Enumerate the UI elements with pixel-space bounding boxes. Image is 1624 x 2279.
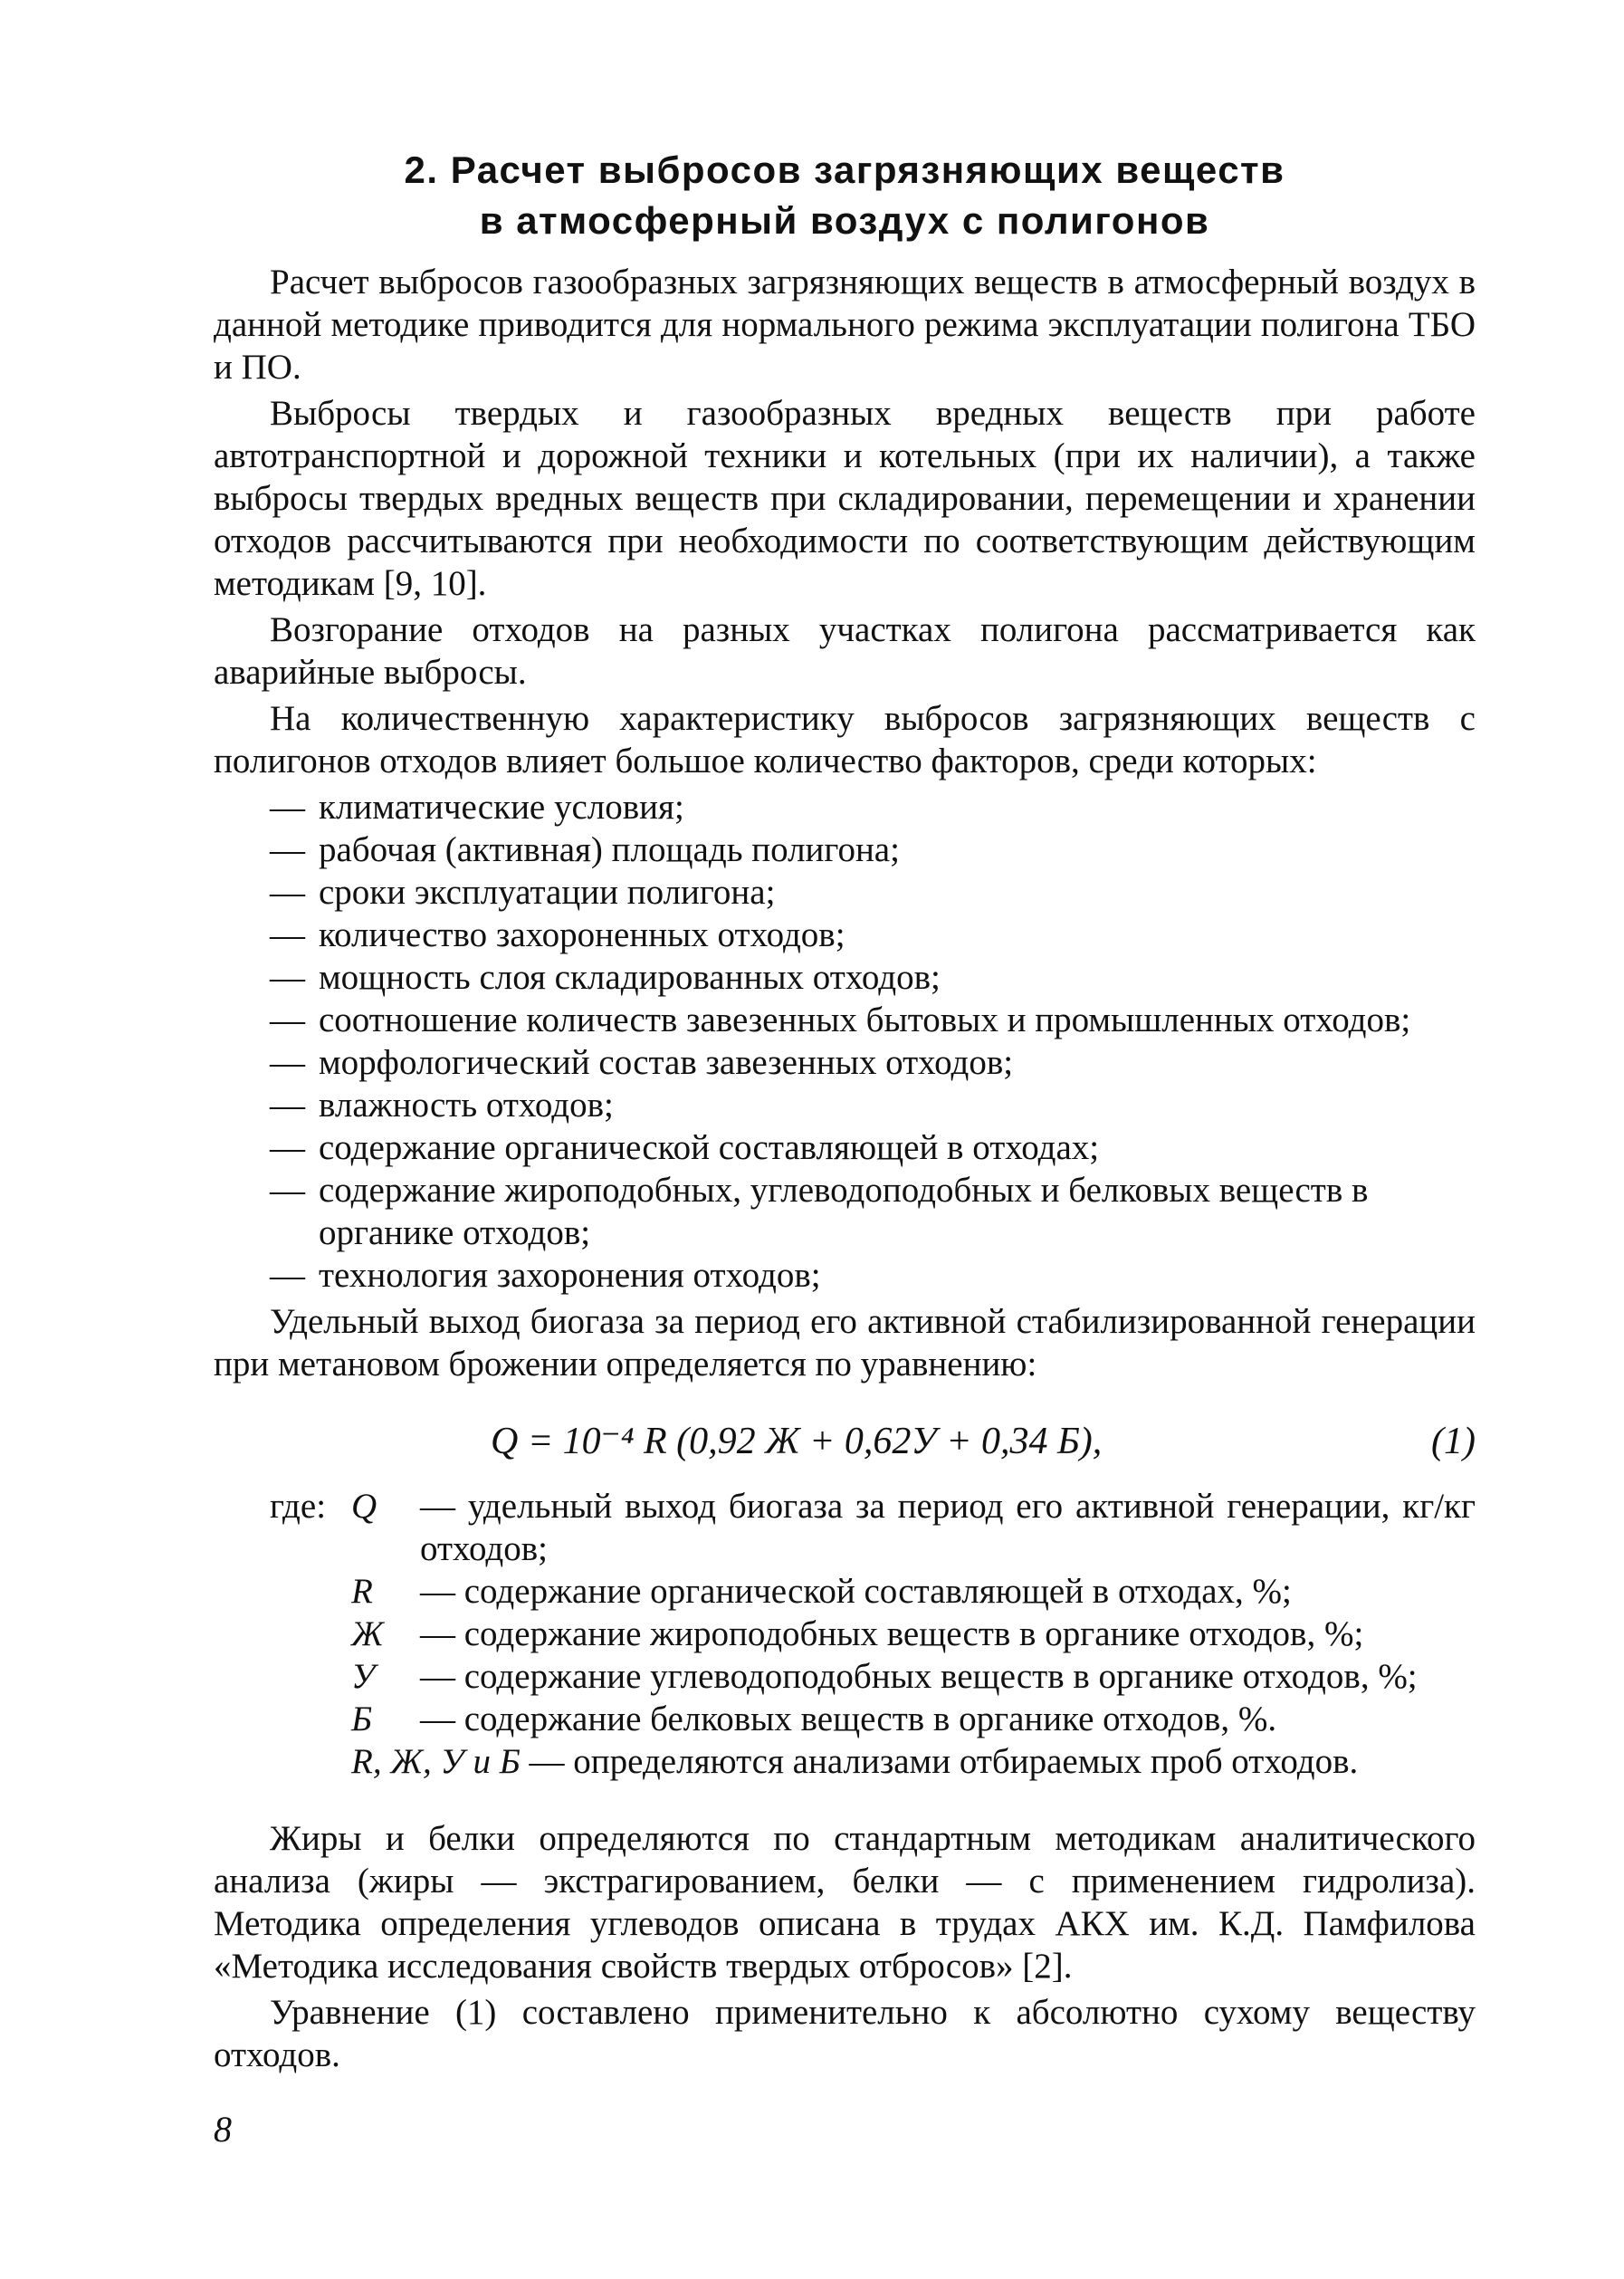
list-dash: — xyxy=(270,1256,305,1295)
list-dash: — xyxy=(270,1128,305,1167)
section-title xyxy=(214,145,1476,246)
list-item-text: сроки эксплуатации полигона; xyxy=(319,873,776,912)
list-dash: — xyxy=(270,830,305,869)
list-item-text: мощность слоя складированных отходов; xyxy=(319,958,941,997)
list-item xyxy=(214,1254,1476,1297)
legend-symbol: У xyxy=(351,1657,376,1696)
legend-where-label: где: xyxy=(270,1487,327,1526)
paragraph: Удельный выход биогаза за период его активной стабилизированной генерации при метановом брожении определяется по уравнению: xyxy=(214,1302,1476,1384)
paragraph: Жиры и белки определяются по стандартным методикам аналитического анализа (жиры — экстрагированием, белки — с применением гидролиза). Методика определения углеводов описана в трудах АКХ им. К.Д. Памфилова «Методика исследования свойств твердых отбросов» [2]. xyxy=(214,1819,1476,1986)
paragraph: На количественную характеристику выбросов загрязняющих веществ с полигонов отходов влияет большое количество факторов, среди которых: xyxy=(214,699,1476,780)
legend-text: — содержание органической составляющей в отходах, %; xyxy=(420,1572,1292,1611)
formula-legend xyxy=(214,1485,1476,1783)
legend-row xyxy=(214,1485,1476,1570)
list-dash: — xyxy=(270,873,305,912)
document-body xyxy=(214,261,1476,2080)
list-item-text: содержание жироподобных, углеводоподобных и белковых веществ в органике отходов; xyxy=(319,1171,1369,1252)
legend-row xyxy=(214,1613,1476,1655)
formula xyxy=(214,1405,1476,1478)
section-title-line-2: в атмосферный воздух с полигонов xyxy=(479,199,1210,242)
list-item xyxy=(214,956,1476,999)
list-item xyxy=(214,1126,1476,1169)
factors-list xyxy=(214,786,1476,1297)
list-item xyxy=(214,871,1476,914)
list-item xyxy=(214,1169,1476,1254)
legend-row xyxy=(214,1655,1476,1698)
list-item-text: климатические условия; xyxy=(319,788,684,827)
paragraph: Уравнение (1) составлено применительно к абсолютно сухому веществу отходов. xyxy=(214,1993,1476,2074)
legend-symbol: Ж xyxy=(351,1614,384,1653)
list-item-text: морфологический состав завезенных отходов; xyxy=(319,1043,1014,1082)
list-dash: — xyxy=(270,915,305,954)
list-item-text: влажность отходов; xyxy=(319,1086,614,1125)
paragraph: Выбросы твердых и газообразных вредных веществ при работе автотранспортной и дорожной техники и котельных (при их наличии), а также выбросы твердых вредных веществ при складировании, перемещении и хранении отходов рассчитываются при необходимости по соответствующим действующим методикам [9, 10]. xyxy=(214,394,1476,603)
list-dash: — xyxy=(270,1086,305,1125)
legend-text: — содержание белковых веществ в органике отходов, %. xyxy=(420,1700,1277,1738)
formula-number: (1) xyxy=(1431,1421,1476,1462)
page-number: 8 xyxy=(214,2109,232,2150)
list-item-text: количество захороненных отходов; xyxy=(319,915,845,954)
legend-row xyxy=(214,1570,1476,1613)
list-item-text: технология захоронения отходов; xyxy=(319,1256,821,1295)
list-item xyxy=(214,1041,1476,1084)
formula-expression: Q = 10⁻⁴ R (0,92 Ж + 0,62У + 0,34 Б), xyxy=(491,1421,1103,1462)
paragraph: Возгорание отходов на разных участках полигона рассматривается как аварийные выбросы. xyxy=(214,610,1476,692)
section-title-line-1: 2. Расчет выбросов загрязняющих веществ xyxy=(404,148,1285,191)
list-item xyxy=(214,999,1476,1041)
list-item xyxy=(214,1084,1476,1126)
legend-text: — определяются анализами отбираемых проб отходов. xyxy=(520,1742,1359,1781)
list-item xyxy=(214,914,1476,956)
legend-row xyxy=(214,1698,1476,1740)
legend-symbol: Б xyxy=(351,1700,373,1738)
list-item xyxy=(214,786,1476,828)
list-dash: — xyxy=(270,788,305,827)
list-item-text: содержание органической составляющей в отходах; xyxy=(319,1128,1100,1167)
list-dash: — xyxy=(270,1001,305,1039)
list-item xyxy=(214,828,1476,871)
legend-text: — содержание углеводоподобных веществ в органике отходов, %; xyxy=(420,1657,1418,1696)
list-dash: — xyxy=(270,1043,305,1082)
list-item-text: рабочая (активная) площадь полигона; xyxy=(319,830,900,869)
legend-symbols-group: R, Ж, У и Б xyxy=(351,1742,521,1781)
legend-text: — удельный выход биогаза за период его активной генерации, кг/кг отходов; xyxy=(420,1487,1476,1568)
legend-row xyxy=(214,1740,1476,1783)
legend-symbol: R xyxy=(351,1572,373,1611)
list-dash: — xyxy=(270,1171,305,1210)
legend-symbol: Q xyxy=(351,1487,377,1526)
list-item-text: соотношение количеств завезенных бытовых и промышленных отходов; xyxy=(319,1001,1411,1039)
paragraph: Расчет выбросов газообразных загрязняющих веществ в атмосферный воздух в данной методике приводится для нормального режима эксплуатации полигона ТБО и ПО. xyxy=(214,263,1476,387)
list-dash: — xyxy=(270,958,305,997)
legend-text: — содержание жироподобных веществ в органике отходов, %; xyxy=(420,1614,1364,1653)
